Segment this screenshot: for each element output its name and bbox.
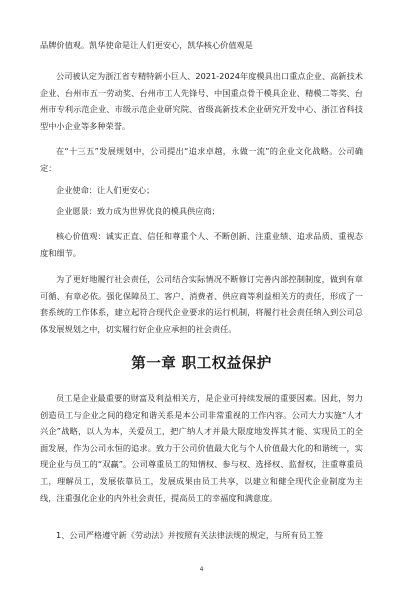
paragraph-honors: 公司被认定为浙江省专精特新小巨人、2021-2024年度模具出口重点企业、高新技术企业、台州市五一劳动奖、台州市工人先锋号、中国重点骨干模具企业、精模二等奖、台州市专利示范企业、市级示范企业研究院、省级高新技术企业研究开发中心、浙江省科技型中小企业等多种荣誉。 <box>40 71 363 131</box>
paragraph-employee-rights: 员工是企业最重要的财富及利益相关方，是企业可持续发展的重要因素。因此，努力创造员工与企业之间的稳定和谐关系是本公司非常重视的工作内容。公司大力实施“人才兴企”战略，以人为本，关爱员工，把广纳人才并最大限度地发挥其才能、实现员工的全面发展，作为公司永恒的追求。致力于公司价值最大化与个人价值最大化的和谐统一，实现企业与员工的“双赢”。公司尊重员工的知情权、参与权、选择权、监督权，注重尊重员工，理解员工，发展依靠员工，发展成果由员工共享，以建立和健全现代企业制度为主线，注重强化企业的内外社会责任，提高员工的幸福度和满意度。 <box>40 393 363 503</box>
paragraph-brand-values: 品牌价值观。凯华使命是让人们更安心，凯华核心价值观是 <box>40 40 253 50</box>
paragraph-culture-strategy: 在“十三五”发展规划中，公司提出“追求卓越，永做一流”的企业文化战略。公司确定： <box>40 146 363 173</box>
paragraph-labor-law: 1、公司严格遵守新《劳动法》并按照有关法律法规的规定，与所有员工签 <box>56 530 324 540</box>
chapter-heading: 第一章 职工权益保护 <box>131 356 272 372</box>
paragraph-core-values: 核心价值观：诚实正直、信任和尊重个人、不断创新、注重业绩、追求品质、重视态度和细节。 <box>40 231 363 258</box>
paragraph-social-responsibility: 为了更好地履行社会责任，公司结合实际情况不断修订完善内部控制制度，做到有章可循、有章必依。强化保障员工、客户、消费者、供应商等利益相关方的责任，形成了一套系统的工作体系，建立起符合现代企业要求的运行机制，将履行社会责任纳入到公司总体发展规划之中，切实履行好企业应承担的社会责任。 <box>40 274 363 334</box>
page-number: 4 <box>199 566 204 573</box>
paragraph-mission: 企业使命：让人们更安心； <box>56 185 155 195</box>
paragraph-vision: 企业愿景：致力成为世界优良的模具供应商； <box>56 206 220 216</box>
